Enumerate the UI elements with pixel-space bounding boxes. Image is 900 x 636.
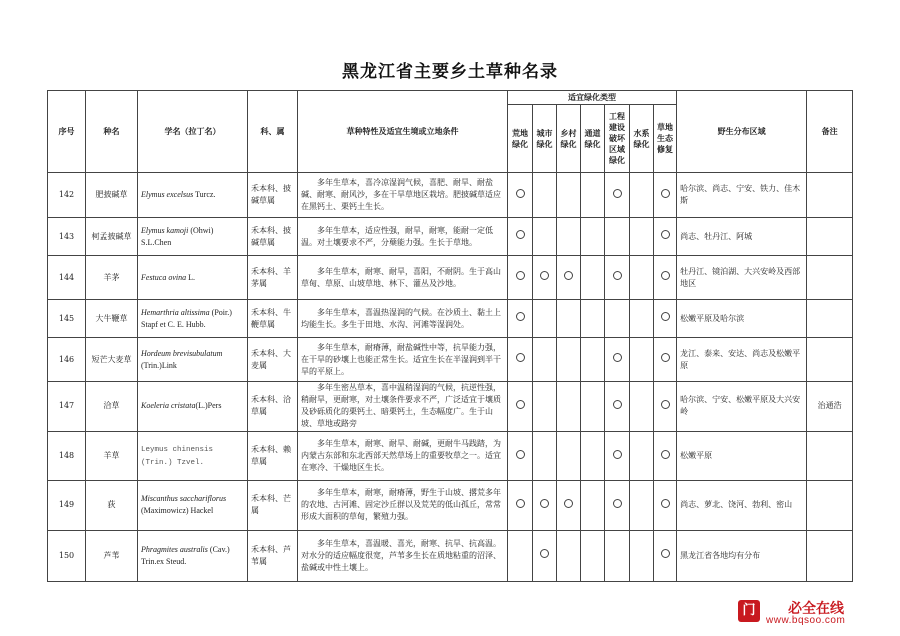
species-name-cell: 羊茅: [86, 256, 138, 300]
remark-cell: [807, 300, 853, 338]
seq-cell: 146: [48, 338, 86, 381]
suitable-mark-icon: [516, 400, 525, 409]
suitable-mark-icon: [613, 271, 622, 280]
seq-cell: 147: [48, 381, 86, 431]
greening-type-cell: [581, 530, 605, 581]
distribution-cell: 哈尔滨、宁安、松嫩平原及大兴安岭: [677, 381, 807, 431]
distribution-cell: 牡丹江、镜泊湖、大兴安岭及西部地区: [677, 256, 807, 300]
suitable-mark-icon: [613, 499, 622, 508]
latin-author: (Poir.) Stapf et C. E. Hubb.: [141, 307, 232, 329]
suitable-mark-icon: [661, 189, 670, 198]
greening-type-cell: [508, 381, 533, 431]
remark-cell: [807, 530, 853, 581]
table-row: [48, 256, 853, 300]
greening-type-cell: [630, 256, 654, 300]
species-name-cell: 大牛鞭草: [86, 300, 138, 338]
species-name-cell: 荻: [86, 481, 138, 530]
table-row: [48, 300, 853, 338]
distribution-cell: 尚志、萝北、饶河、勃利、密山: [677, 481, 807, 530]
header-type: 通道绿化: [581, 105, 605, 173]
greening-type-cell: [581, 173, 605, 218]
header-remarks: 备注: [807, 91, 853, 173]
suitable-mark-icon: [516, 230, 525, 239]
latin-author: Turcz.: [193, 190, 216, 200]
greening-type-cell: [557, 381, 581, 431]
seq-cell: 144: [48, 256, 86, 300]
greening-type-cell: [654, 431, 677, 480]
header-type: 荒地绿化: [508, 105, 533, 173]
distribution-cell: 尚志、牡丹江、阿城: [677, 218, 807, 256]
suitable-mark-icon: [661, 353, 670, 362]
latin-name-cell: [138, 338, 248, 381]
seq-cell: 148: [48, 431, 86, 480]
greening-type-cell: [533, 300, 557, 338]
suitable-mark-icon: [564, 499, 573, 508]
greening-type-cell: [557, 256, 581, 300]
greening-type-cell: [605, 481, 630, 530]
latin-name-cell: [138, 173, 248, 218]
traits-text: 多年生草本，喜冷凉湿润气候，喜肥、耐旱、耐盐碱、耐寒、耐风沙，多在干旱草地区栽培。肥披碱草适应在黑钙土、栗钙土生长。: [301, 178, 501, 212]
remark-cell: [807, 173, 853, 218]
suitable-mark-icon: [661, 499, 670, 508]
seq-cell: 142: [48, 173, 86, 218]
greening-type-cell: [605, 218, 630, 256]
greening-type-cell: [508, 338, 533, 381]
latin-name-cell: [138, 300, 248, 338]
traits-cell: [298, 381, 508, 431]
greening-type-cell: [654, 218, 677, 256]
greening-type-cell: [605, 256, 630, 300]
greening-type-cell: [508, 300, 533, 338]
traits-cell: [298, 338, 508, 381]
suitable-mark-icon: [540, 499, 549, 508]
table-row: [48, 381, 853, 431]
greening-type-cell: [605, 381, 630, 431]
traits-text: 多年生密丛草本，喜中温稍湿润的气候，抗逆性强，稍耐旱，更耐寒，对土壤条件要求不严，广泛适宜于壤质及砂砾质化的栗钙土、暗栗钙土，生态幅度广。生于山坡、草地或路旁: [301, 383, 501, 429]
family-genus-cell: 禾本科、披碱草属: [248, 218, 298, 256]
greening-type-cell: [508, 256, 533, 300]
latin-author: L.: [186, 272, 195, 282]
greening-type-cell: [508, 173, 533, 218]
page-title: 黑龙江省主要乡土草种名录: [342, 62, 558, 82]
greening-type-cell: [533, 256, 557, 300]
suitable-mark-icon: [516, 312, 525, 321]
suitable-mark-icon: [661, 271, 670, 280]
latin-genus-species: Leymus chinensis: [141, 446, 214, 455]
greening-type-cell: [533, 338, 557, 381]
greening-type-cell: [630, 218, 654, 256]
greening-type-cell: [557, 218, 581, 256]
latin-name-cell: [138, 530, 248, 581]
distribution-cell: 黑龙江省各地均有分布: [677, 530, 807, 581]
greening-type-cell: [630, 173, 654, 218]
family-genus-cell: 禾本科、披碱草属: [248, 173, 298, 218]
traits-cell: [298, 481, 508, 530]
traits-text: 多年生草本，耐寒、耐旱、耐碱，更耐牛马践踏，为内蒙古东部和东北西部天然草场上的重要牧草之一。适宜在寒冷、干燥地区生长。: [301, 439, 501, 473]
table-body: [48, 173, 853, 582]
greening-type-cell: [533, 381, 557, 431]
suitable-mark-icon: [540, 549, 549, 558]
greening-type-cell: [557, 300, 581, 338]
greening-type-cell: [557, 173, 581, 218]
traits-cell: [298, 173, 508, 218]
family-genus-cell: 禾本科、羊茅属: [248, 256, 298, 300]
latin-genus-species: Koeleria cristata: [141, 401, 196, 411]
seq-cell: 149: [48, 481, 86, 530]
greening-type-cell: [533, 218, 557, 256]
greening-type-cell: [630, 530, 654, 581]
latin-author: (Maximowicz) Hackel: [141, 506, 214, 516]
traits-text: 多年生草本，耐寒、耐旱，喜阳，不耐阴。生于高山草甸、草原、山坡草地、林下、灌丛及沙地。: [301, 266, 501, 288]
greening-type-cell: [630, 481, 654, 530]
table-row: [48, 173, 853, 218]
greening-type-cell: [557, 481, 581, 530]
remark-cell: [807, 338, 853, 381]
greening-type-cell: [654, 381, 677, 431]
traits-text: 多年生草本，耐瘠薄，耐盐碱性中等，抗旱能力强，在干旱的砂壤上也能正常生长。适宜生长在半湿润到半干旱的平原上。: [301, 342, 501, 376]
greening-type-cell: [581, 218, 605, 256]
latin-genus-species: Elymus excelsus: [141, 190, 194, 200]
latin-author: (Trin.)Link: [141, 360, 177, 370]
greening-type-cell: [630, 381, 654, 431]
latin-genus-species: Festuca ovina: [141, 272, 187, 282]
traits-cell: [298, 431, 508, 480]
suitable-mark-icon: [516, 450, 525, 459]
distribution-cell: 松嫩平原: [677, 431, 807, 480]
header-family: 科、属: [248, 91, 298, 173]
remark-cell: [807, 256, 853, 300]
greening-type-cell: [654, 300, 677, 338]
greening-type-cell: [508, 481, 533, 530]
greening-type-cell: [654, 530, 677, 581]
distribution-cell: 哈尔滨、尚志、宁安、铁力、佳木斯: [677, 173, 807, 218]
greening-type-cell: [533, 530, 557, 581]
greening-type-cell: [654, 338, 677, 381]
suitable-mark-icon: [661, 450, 670, 459]
traits-text: 多年生草本，喜温暖、喜光，耐寒、抗旱、抗高温。对水分的适应幅度很宽，芦苇多生长在质地粘重的沼泽、盐碱或中性土壤上。: [301, 538, 501, 572]
table-row: [48, 481, 853, 530]
suitable-mark-icon: [564, 271, 573, 280]
watermark: [738, 598, 888, 628]
greening-type-cell: [630, 431, 654, 480]
table-row: [48, 530, 853, 581]
latin-author: (Trin.) Tzvel.: [141, 459, 205, 468]
family-genus-cell: 禾本科、赖草属: [248, 431, 298, 480]
suitable-mark-icon: [516, 189, 525, 198]
species-name-cell: 洽草: [86, 381, 138, 431]
traits-text: 多年生草本，适应性强，耐旱，耐寒，能耐一定低温。对土壤要求不严，分蘖能力强。生长于草地。: [301, 225, 493, 247]
distribution-cell: 松嫩平原及哈尔滨: [677, 300, 807, 338]
greening-type-cell: [654, 256, 677, 300]
suitable-mark-icon: [661, 400, 670, 409]
greening-type-cell: [533, 481, 557, 530]
suitable-mark-icon: [613, 450, 622, 459]
table-row: [48, 431, 853, 480]
header-species: 种名: [86, 91, 138, 173]
latin-name-cell: [138, 381, 248, 431]
remark-cell: [807, 481, 853, 530]
table-header: [48, 91, 853, 173]
greening-type-cell: [630, 300, 654, 338]
header-type: 乡村绿化: [557, 105, 581, 173]
family-genus-cell: 禾本科、洽草属: [248, 381, 298, 431]
header-latin: 学名（拉丁名）: [138, 91, 248, 173]
latin-genus-species: Hemarthria altissima: [141, 307, 210, 317]
greening-type-cell: [581, 338, 605, 381]
latin-genus-species: Miscanthus sacchariflorus: [141, 494, 227, 504]
family-genus-cell: 禾本科、芒属: [248, 481, 298, 530]
table-row: [48, 338, 853, 381]
greening-type-cell: [605, 173, 630, 218]
suitable-mark-icon: [516, 353, 525, 362]
species-name-cell: 肥披碱草: [86, 173, 138, 218]
species-name-cell: 芦苇: [86, 530, 138, 581]
species-name-cell: 短芒大麦草: [86, 338, 138, 381]
header-type: 工程建设破坏区域绿化: [605, 105, 630, 173]
header-distribution: 野生分布区域: [677, 91, 807, 173]
remark-cell: [807, 218, 853, 256]
species-name-cell: 柯孟披碱草: [86, 218, 138, 256]
species-table: [47, 90, 853, 582]
latin-genus-species: Elymus kamoji: [141, 225, 189, 235]
suitable-mark-icon: [540, 271, 549, 280]
greening-type-cell: [508, 431, 533, 480]
greening-type-cell: [581, 381, 605, 431]
greening-type-cell: [581, 431, 605, 480]
suitable-mark-icon: [516, 271, 525, 280]
family-genus-cell: 禾本科、大麦属: [248, 338, 298, 381]
latin-genus-species: Phragmites australis: [141, 544, 208, 554]
suitable-mark-icon: [613, 353, 622, 362]
traits-cell: [298, 300, 508, 338]
greening-type-cell: [508, 530, 533, 581]
latin-name-cell: [138, 218, 248, 256]
greening-type-cell: [654, 481, 677, 530]
watermark-logo-icon: 门: [738, 600, 760, 622]
remark-cell: 治通浩: [807, 381, 853, 431]
traits-text: 多年生草本，喜温热湿润的气候。在沙质土、黏土上均能生长。多生于田地、水沟、河滩等湿润处。: [301, 307, 501, 329]
header-traits: 草种特性及适宜生境或立地条件: [298, 91, 508, 173]
suitable-mark-icon: [661, 312, 670, 321]
latin-author: (Cav.) Trin.ex Steud.: [141, 544, 230, 566]
greening-type-cell: [557, 338, 581, 381]
latin-name-cell: [138, 481, 248, 530]
greening-type-cell: [605, 431, 630, 480]
suitable-mark-icon: [613, 400, 622, 409]
latin-author: (L.)Pers: [195, 401, 222, 411]
header-type: 水系绿化: [630, 105, 654, 173]
greening-type-cell: [605, 338, 630, 381]
greening-type-cell: [605, 300, 630, 338]
greening-type-cell: [557, 431, 581, 480]
species-name-cell: 羊草: [86, 431, 138, 480]
greening-type-cell: [581, 481, 605, 530]
seq-cell: 150: [48, 530, 86, 581]
table-row: [48, 218, 853, 256]
watermark-text: 必全在线: [788, 601, 844, 617]
seq-cell: 143: [48, 218, 86, 256]
greening-type-cell: [581, 256, 605, 300]
family-genus-cell: 禾本科、牛鞭草属: [248, 300, 298, 338]
remark-cell: [807, 431, 853, 480]
seq-cell: 145: [48, 300, 86, 338]
latin-genus-species: Hordeum brevisubulatum: [141, 348, 223, 358]
latin-author: (Ohwi) S.L.Chen: [141, 225, 214, 247]
greening-type-cell: [581, 300, 605, 338]
header-type: 城市绿化: [533, 105, 557, 173]
suitable-mark-icon: [661, 230, 670, 239]
watermark-url: www.bqsoo.com: [766, 615, 846, 626]
greening-type-cell: [557, 530, 581, 581]
suitable-mark-icon: [516, 499, 525, 508]
greening-type-cell: [654, 173, 677, 218]
greening-type-cell: [533, 173, 557, 218]
traits-cell: [298, 530, 508, 581]
suitable-mark-icon: [613, 189, 622, 198]
header-seq: 序号: [48, 91, 86, 173]
latin-name-cell: [138, 431, 248, 480]
header-type: 草地生态修复: [654, 105, 677, 173]
latin-name-cell: [138, 256, 248, 300]
traits-cell: [298, 256, 508, 300]
greening-type-cell: [533, 431, 557, 480]
header-suitable-group: 适宜绿化类型: [508, 91, 677, 105]
suitable-mark-icon: [661, 549, 670, 558]
greening-type-cell: [508, 218, 533, 256]
traits-text: 多年生草本，耐寒，耐瘠薄，野生于山坡、撂荒多年的农地、古河滩、固定沙丘群以及荒芜的低山孤丘，常常形成大面积的草甸，繁殖力强。: [301, 488, 501, 522]
traits-cell: [298, 218, 508, 256]
greening-type-cell: [630, 338, 654, 381]
family-genus-cell: 禾本科、芦苇属: [248, 530, 298, 581]
greening-type-cell: [605, 530, 630, 581]
distribution-cell: 龙江、泰来、安达、尚志及松嫩平原: [677, 338, 807, 381]
